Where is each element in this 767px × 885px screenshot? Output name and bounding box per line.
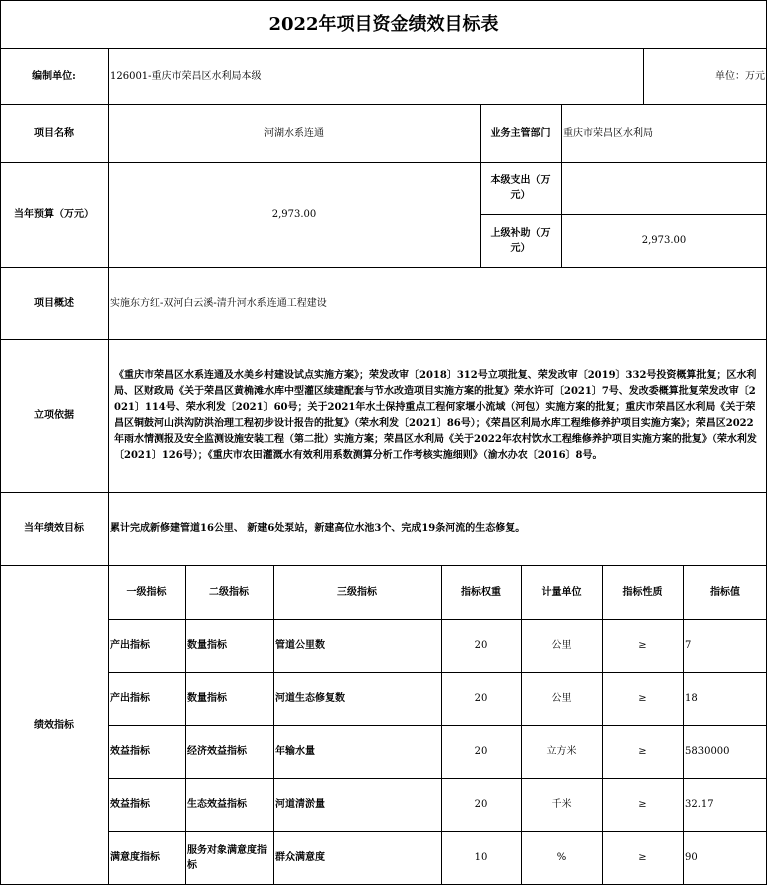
- row-level3: 管道公里数: [275, 640, 325, 651]
- header-unit: 计量单位: [541, 586, 582, 598]
- row-level3: 年输水量: [275, 746, 315, 757]
- annual-goal-value: 累计完成新修建管道16公里、 新建6处泵站，新建高位水池3个、完成19条河流的生态修复。: [110, 523, 526, 534]
- budget-label: 当年预算（万元）: [14, 209, 94, 220]
- row-level3: 群众满意度: [275, 852, 325, 863]
- row-nature: ≥: [638, 799, 647, 810]
- row-nature: ≥: [638, 693, 647, 704]
- row-unit: 公里: [551, 640, 572, 651]
- compiling-unit-label: 编制单位:: [32, 70, 76, 82]
- row-value: 32.17: [685, 799, 714, 810]
- row-weight: 20: [474, 693, 488, 704]
- header-level3: 三级指标: [337, 586, 377, 598]
- local-expenditure-label: 本级支出（万元）: [490, 175, 551, 201]
- overview-label: 项目概述: [34, 297, 74, 309]
- row-weight: 20: [474, 640, 488, 651]
- row-value: 18: [685, 693, 698, 704]
- header-nature: 指标性质: [622, 586, 663, 598]
- row-level2: 生态效益指标: [187, 799, 247, 810]
- header-weight: 指标权重: [461, 586, 501, 598]
- department-label: 业务主管部门: [490, 127, 551, 139]
- row-nature: ≥: [638, 746, 647, 757]
- header-value: 指标值: [710, 586, 740, 598]
- row-level2: 数量指标: [187, 640, 227, 651]
- row-level2: 服务对象满意度指标: [187, 844, 267, 871]
- overview-value: 实施东方红-双河白云溪-清升河水系连通工程建设: [110, 297, 327, 309]
- row-weight: 10: [474, 852, 488, 863]
- superior-subsidy-label: 上级补助（万元）: [490, 227, 551, 254]
- header-level2: 二级指标: [209, 586, 249, 598]
- local-expenditure-value: [561, 162, 767, 214]
- currency-unit: 单位：万元: [715, 70, 765, 82]
- row-level2: 数量指标: [187, 693, 227, 704]
- header-level1: 一级指标: [126, 586, 167, 598]
- compiling-unit-value: 126001-重庆市荣昌区水利局本级: [110, 70, 262, 82]
- project-name-label: 项目名称: [34, 127, 74, 139]
- row-level3: 河道生态修复数: [275, 693, 345, 704]
- project-name-value: 河湖水系连通: [264, 127, 324, 139]
- row-weight: 20: [474, 799, 488, 810]
- indicators-label: 绩效指标: [34, 719, 74, 731]
- row-level1: 效益指标: [110, 746, 150, 757]
- row-value: 7: [685, 640, 692, 651]
- row-unit: 立方米: [546, 746, 577, 757]
- row-level3: 河道清淤量: [275, 799, 325, 810]
- row-weight: 20: [474, 746, 488, 757]
- row-value: 5830000: [685, 746, 730, 757]
- table-title: 2022年项目资金绩效目标表: [268, 13, 499, 35]
- superior-subsidy-value: 2,973.00: [641, 235, 687, 246]
- row-unit: %: [556, 852, 567, 863]
- row-nature: ≥: [638, 640, 647, 651]
- row-unit: 公里: [551, 693, 572, 704]
- row-level1: 满意度指标: [110, 852, 160, 863]
- annual-goal-label: 当年绩效目标: [24, 523, 84, 534]
- department-value: 重庆市荣昌区水利局: [563, 127, 653, 139]
- budget-value: 2,973.00: [271, 209, 317, 220]
- row-unit: 千米: [551, 799, 572, 810]
- row-nature: ≥: [638, 852, 647, 863]
- row-level2: 经济效益指标: [187, 746, 247, 757]
- basis-label: 立项依据: [34, 410, 74, 421]
- row-level1: 效益指标: [110, 799, 150, 810]
- row-value: 90: [685, 852, 698, 863]
- row-level1: 产出指标: [110, 640, 150, 651]
- basis-value: 《重庆市荣昌区水系连通及水美乡村建设试点实施方案》；荣发改审〔2018〕312号立项批复、荣发改审〔2019〕332号投资概算批复；区水利局、区财政局《关于荣昌区黄桷滩水库中型灌区续建配套与节水改造项目实施方案的批复》荣水许可〔2021〕7号、发改委概算批复荣发改审〔2021〕114号、荣水利发〔2021〕60号；关于2021年水土保持重点工程何家堰小流域（河包）实施方案的批复；重庆市荣昌区水利局《关于荣昌区铜鼓河山洪沟防洪治理工程初步设计报告的批复》（荣水利发〔2021〕86号）；《荣昌区利局水库工程维修养护项目实施方案》；荣昌区2022年雨水情测报及安全监测设施安装工程（第二批）实施方案；荣昌区水利局《关于2022年农村饮水工程维修养护项目实施方案的批复》（荣水利发〔2021〕126号）；《重庆市农田灌溉水有效利用系数测算分析工作考核实施细则》（渝水办农〔2016〕8号。: [114, 369, 757, 461]
- row-level1: 产出指标: [110, 693, 150, 704]
